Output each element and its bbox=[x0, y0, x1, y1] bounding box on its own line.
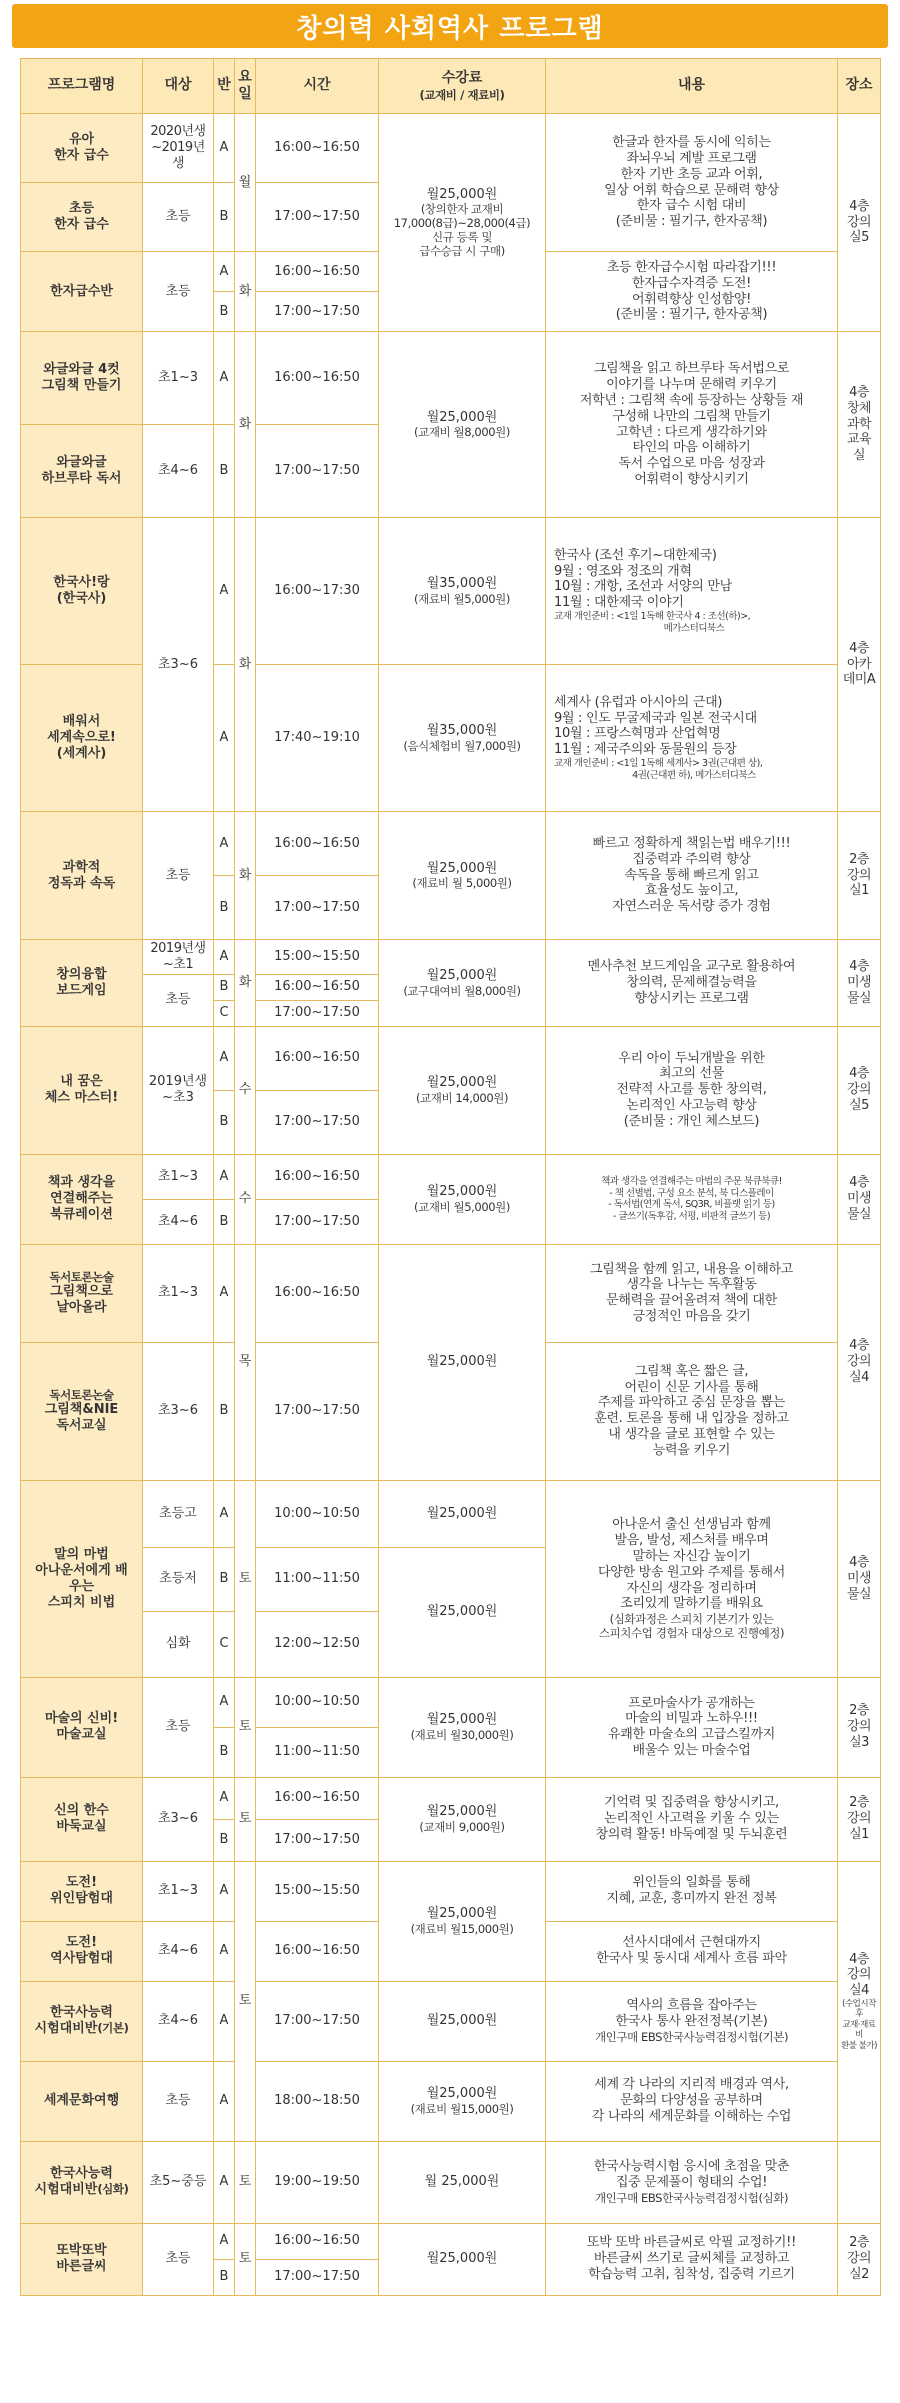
program-desc: 아나운서 출신 선생님과 함께 발음, 발성, 제스처를 배우며 말하는 자신감 높이기 다양한 방송 원고와 주제를 통해서 자신의 생각을 정리하며 조리있게 말하기를 배워요 (심화과정은 스피치 기본기가 있는 스피치수업 경험자 대상으로 진행예정) bbox=[546, 1480, 838, 1677]
program-target: 초1~3 bbox=[143, 332, 214, 425]
program-class: A bbox=[214, 2061, 235, 2141]
table-row bbox=[21, 1677, 881, 1727]
program-target: 초4~6 bbox=[143, 1921, 214, 1981]
program-time: 16:00~16:50 bbox=[256, 812, 379, 876]
program-place: 2층 강의실1 bbox=[838, 1777, 881, 1861]
program-target: 초3~6 bbox=[143, 1342, 214, 1480]
program-time: 17:00~17:50 bbox=[256, 292, 379, 332]
program-time: 16:00~16:50 bbox=[256, 114, 379, 183]
program-day: 화 bbox=[235, 252, 256, 332]
program-name: 한국사능력 시험대비반(기본) bbox=[21, 1981, 143, 2061]
program-day: 목 bbox=[235, 1244, 256, 1480]
program-time: 17:00~17:50 bbox=[256, 1090, 379, 1154]
header-day: 요일 bbox=[235, 59, 256, 114]
program-class: B bbox=[214, 1090, 235, 1154]
program-time: 15:00~15:50 bbox=[256, 940, 379, 975]
header-row bbox=[21, 59, 881, 114]
program-name: 독서토론논술 그림책으로 날아올라 bbox=[21, 1244, 143, 1342]
program-name: 초등 한자 급수 bbox=[21, 183, 143, 252]
program-place: 4층 아카데미A bbox=[838, 518, 881, 812]
program-desc: 한국사 (조선 후기~대한제국) 9월 : 영조와 정조의 개혁 10월 : 개항, 조선과 서양의 만남 11월 : 대한제국 이야기 교재 개인준비 : <1일 1독해 한국사 4 : 조선(하)>, 메가스터디북스 bbox=[546, 518, 838, 665]
program-name: 와글와글 하브루타 독서 bbox=[21, 425, 143, 518]
header-name: 프로그램명 bbox=[21, 59, 143, 114]
program-class: C bbox=[214, 1000, 235, 1026]
program-day: 수 bbox=[235, 1026, 256, 1154]
program-fee: 월25,000원 (교재비 월5,000원) bbox=[379, 1154, 546, 1244]
program-name: 내 꿈은 체스 마스터! bbox=[21, 1026, 143, 1154]
program-name: 도전! 위인탐험대 bbox=[21, 1861, 143, 1921]
table-row bbox=[21, 812, 881, 876]
table-row bbox=[21, 518, 881, 665]
program-name: 한국사!랑 (한국사) bbox=[21, 518, 143, 665]
program-target: 초1~3 bbox=[143, 1154, 214, 1199]
program-place: 4층 강의실4 (수업시작 후 교재·재료비 환불 불가) bbox=[838, 1861, 881, 2141]
program-class: A bbox=[214, 2223, 235, 2259]
table-row bbox=[21, 114, 881, 183]
program-fee: 월25,000원 bbox=[379, 1547, 546, 1677]
program-class: A bbox=[214, 1777, 235, 1819]
program-day: 화 bbox=[235, 812, 256, 940]
program-target: 초등 bbox=[143, 974, 214, 1026]
program-name: 한자급수반 bbox=[21, 252, 143, 332]
program-fee: 월25,000원 bbox=[379, 1480, 546, 1547]
program-place: 2층 강의실3 bbox=[838, 1677, 881, 1777]
table-row bbox=[21, 1026, 881, 1090]
program-desc: 빠르고 정확하게 책읽는법 배우기!!! 집중력과 주의력 향상 속독을 통해 빠르게 읽고 효율성도 높이고, 자연스러운 독서량 증가 경험 bbox=[546, 812, 838, 940]
program-name: 마술의 신비! 마술교실 bbox=[21, 1677, 143, 1777]
program-class: A bbox=[214, 812, 235, 876]
program-fee: 월25,000원 (창의한자 교재비 17,000(8급)~28,000(4급) 신규 등록 및 급수승급 시 구매) bbox=[379, 114, 546, 332]
program-place: 4층 미생물실 bbox=[838, 1480, 881, 1677]
program-desc: 프로마술사가 공개하는 마술의 비밀과 노하우!!! 유쾌한 마술쇼의 고급스킬까지 배울수 있는 마술수업 bbox=[546, 1677, 838, 1777]
program-place: 2층 강의실2 bbox=[838, 2223, 881, 2295]
program-fee: 월25,000원 (재료비 월15,000원) bbox=[379, 2061, 546, 2141]
program-class: B bbox=[214, 1342, 235, 1480]
program-name: 또박또박 바른글씨 bbox=[21, 2223, 143, 2295]
program-place: 4층 미생물실 bbox=[838, 940, 881, 1027]
program-name: 도전! 역사탐험대 bbox=[21, 1921, 143, 1981]
table-row bbox=[21, 1244, 881, 1342]
program-name: 창의융합 보드게임 bbox=[21, 940, 143, 1027]
program-class: B bbox=[214, 1727, 235, 1777]
program-name: 책과 생각을 연결해주는 북큐레이션 bbox=[21, 1154, 143, 1244]
program-target: 초등 bbox=[143, 2061, 214, 2141]
program-target: 초4~6 bbox=[143, 1199, 214, 1244]
program-target: 초등 bbox=[143, 1677, 214, 1777]
program-target: 초1~3 bbox=[143, 1861, 214, 1921]
program-time: 16:00~16:50 bbox=[256, 974, 379, 1000]
program-class: A bbox=[214, 1026, 235, 1090]
program-fee: 월 25,000원 bbox=[379, 2141, 546, 2223]
program-class: A bbox=[214, 1677, 235, 1727]
program-class: A bbox=[214, 1921, 235, 1981]
program-day: 화 bbox=[235, 332, 256, 518]
program-class: A bbox=[214, 1480, 235, 1547]
program-target: 초등 bbox=[143, 812, 214, 940]
program-fee: 월35,000원 (음식체험비 월7,000원) bbox=[379, 665, 546, 812]
table-row bbox=[21, 2061, 881, 2141]
program-class: B bbox=[214, 1199, 235, 1244]
program-desc: 멘사추천 보드게임을 교구로 활용하여 창의력, 문제해결능력을 향상시키는 프로그램 bbox=[546, 940, 838, 1027]
program-desc: 선사시대에서 근현대까지 한국사 및 동시대 세계사 흐름 파악 bbox=[546, 1921, 838, 1981]
program-fee: 월25,000원 (재료비 월 5,000원) bbox=[379, 812, 546, 940]
program-time: 16:00~16:50 bbox=[256, 1244, 379, 1342]
header-place: 장소 bbox=[838, 59, 881, 114]
program-target: 초등고 bbox=[143, 1480, 214, 1547]
program-desc: 한글과 한자를 동시에 익히는 좌뇌우뇌 계발 프로그램 한자 기반 초등 교과 어휘, 일상 어휘 학습으로 문해력 향상 한자 급수 시험 대비 (준비물 : 필기구, 한자공책) bbox=[546, 114, 838, 252]
program-time: 17:00~17:50 bbox=[256, 1981, 379, 2061]
program-fee: 월25,000원 (재료비 월15,000원) bbox=[379, 1861, 546, 1981]
program-time: 16:00~16:50 bbox=[256, 1777, 379, 1819]
program-day: 토 bbox=[235, 2141, 256, 2223]
program-desc: 그림책을 읽고 하브루타 독서법으로 이야기를 나누며 문해력 키우기 저학년 : 그림책 속에 등장하는 상황들 재 구성해 나만의 그림책 만들기 고학년 : 다르게 생각하기와 타인의 마음 이해하기 독서 수업으로 마음 성장과 어휘력이 향상시키기 bbox=[546, 332, 838, 518]
program-desc: 위인들의 일화를 통해 지혜, 교훈, 흥미까지 완전 정복 bbox=[546, 1861, 838, 1921]
program-table bbox=[20, 58, 881, 2296]
table-row bbox=[21, 2223, 881, 2259]
program-place: 4층 강의실5 bbox=[838, 1026, 881, 1154]
program-day: 토 bbox=[235, 1480, 256, 1677]
program-class: B bbox=[214, 974, 235, 1000]
page-title: 창의력 사회역사 프로그램 bbox=[296, 13, 604, 44]
program-place bbox=[838, 2141, 881, 2223]
program-name: 배워서 세계속으로! (세계사) bbox=[21, 665, 143, 812]
table-row bbox=[21, 1480, 881, 1547]
program-day: 토 bbox=[235, 1861, 256, 2141]
program-class: A bbox=[214, 252, 235, 292]
program-desc: 세계 각 나라의 지리적 배경과 역사, 문화의 다양성을 공부하며 각 나라의 세계문화를 이해하는 수업 bbox=[546, 2061, 838, 2141]
program-time: 16:00~16:50 bbox=[256, 1154, 379, 1199]
program-fee: 월25,000원 (교재비 14,000원) bbox=[379, 1026, 546, 1154]
program-time: 17:00~17:50 bbox=[256, 425, 379, 518]
program-desc: 초등 한자급수시험 따라잡기!!! 한자급수자격증 도전! 어휘력향상 인성함양! (준비물 : 필기구, 한자공책) bbox=[546, 252, 838, 332]
program-class: A bbox=[214, 1861, 235, 1921]
program-target: 초3~6 bbox=[143, 1777, 214, 1861]
program-time: 16:00~16:50 bbox=[256, 252, 379, 292]
program-target: 초4~6 bbox=[143, 1981, 214, 2061]
program-day: 화 bbox=[235, 518, 256, 812]
program-class: B bbox=[214, 425, 235, 518]
table-row bbox=[21, 1981, 881, 2061]
program-class: A bbox=[214, 665, 235, 812]
program-desc: 또박 또박 바른글씨로 악필 교정하기!! 바른글씨 쓰기로 글씨체를 교정하고 학습능력 고취, 침착성, 집중력 기르기 bbox=[546, 2223, 838, 2295]
program-fee: 월25,000원 bbox=[379, 1244, 546, 1480]
program-time: 11:00~11:50 bbox=[256, 1547, 379, 1611]
program-time: 18:00~18:50 bbox=[256, 2061, 379, 2141]
program-name: 신의 한수 바둑교실 bbox=[21, 1777, 143, 1861]
program-class: A bbox=[214, 332, 235, 425]
header-content: 내용 bbox=[546, 59, 838, 114]
program-desc: 한국사능력시험 응시에 초점을 맞춘 집중 문제풀이 형태의 수업! 개인구매 EBS한국사능력검정시험(심화) bbox=[546, 2141, 838, 2223]
program-time: 12:00~12:50 bbox=[256, 1611, 379, 1677]
program-target: 2019년생 ~초3 bbox=[143, 1026, 214, 1154]
program-day: 월 bbox=[235, 114, 256, 252]
header-fee: 수강료 (교재비 / 재료비) bbox=[379, 59, 546, 114]
program-class: B bbox=[214, 1819, 235, 1861]
table-row bbox=[21, 1154, 881, 1199]
header-time: 시간 bbox=[256, 59, 379, 114]
program-time: 10:00~10:50 bbox=[256, 1480, 379, 1547]
program-name: 말의 마법 아나운서에게 배 우는 스피치 비법 bbox=[21, 1480, 143, 1677]
program-day: 수 bbox=[235, 1154, 256, 1244]
program-fee: 월25,000원 (교재비 월8,000원) bbox=[379, 332, 546, 518]
program-time: 15:00~15:50 bbox=[256, 1861, 379, 1921]
program-day: 토 bbox=[235, 2223, 256, 2295]
program-class: A bbox=[214, 1154, 235, 1199]
header-class: 반 bbox=[214, 59, 235, 114]
table-row bbox=[21, 332, 881, 425]
program-name: 세계문화여행 bbox=[21, 2061, 143, 2141]
program-target: 초4~6 bbox=[143, 425, 214, 518]
program-place: 4층 강의실5 bbox=[838, 114, 881, 332]
program-target: 초등 bbox=[143, 2223, 214, 2295]
program-target: 초5~중등 bbox=[143, 2141, 214, 2223]
program-class: C bbox=[214, 1611, 235, 1677]
program-time: 17:00~17:50 bbox=[256, 876, 379, 940]
program-desc: 역사의 흐름을 잡아주는 한국사 통사 완전정복(기본) 개인구매 EBS한국사능력검정시험(기본) bbox=[546, 1981, 838, 2061]
program-target: 2019년생~초1 bbox=[143, 940, 214, 975]
program-class: B bbox=[214, 292, 235, 332]
program-day: 토 bbox=[235, 1677, 256, 1777]
program-time: 16:00~16:50 bbox=[256, 332, 379, 425]
program-time: 17:00~17:50 bbox=[256, 2259, 379, 2295]
program-fee: 월35,000원 (재료비 월5,000원) bbox=[379, 518, 546, 665]
program-class: A bbox=[214, 1981, 235, 2061]
program-class: A bbox=[214, 2141, 235, 2223]
program-time: 17:00~17:50 bbox=[256, 183, 379, 252]
program-time: 17:00~17:50 bbox=[256, 1342, 379, 1480]
program-class: A bbox=[214, 518, 235, 665]
program-place: 4층 창체과학 교육실 bbox=[838, 332, 881, 518]
program-name: 과학적 정독과 속독 bbox=[21, 812, 143, 940]
program-fee: 월25,000원 (교구대여비 월8,000원) bbox=[379, 940, 546, 1027]
program-target: 2020년생 ~2019년생 bbox=[143, 114, 214, 183]
program-fee: 월25,000원 (교재비 9,000원) bbox=[379, 1777, 546, 1861]
program-day: 토 bbox=[235, 1777, 256, 1861]
table-row bbox=[21, 1861, 881, 1921]
program-class: A bbox=[214, 940, 235, 975]
program-desc: 기억력 및 집중력을 향상시키고, 논리적인 사고력을 키울 수 있는 창의력 활동! 바둑예절 및 두뇌훈련 bbox=[546, 1777, 838, 1861]
program-place: 4층 미생물실 bbox=[838, 1154, 881, 1244]
program-name: 독서토론논술 그림책&NIE 독서교실 bbox=[21, 1342, 143, 1480]
program-time: 10:00~10:50 bbox=[256, 1677, 379, 1727]
program-day: 화 bbox=[235, 940, 256, 1027]
program-time: 17:00~17:50 bbox=[256, 1819, 379, 1861]
program-fee: 월25,000원 (재료비 월30,000원) bbox=[379, 1677, 546, 1777]
program-desc: 책과 생각을 연결해주는 마법의 주문 북큐북큐! - 책 선별법, 구성 요소 분석, 북 디스플레이 - 독서법(연계 독서, SQ3R, 비플랫 읽기 등) - 글쓰기(독후감, 서평, 비판적 글쓰기 등) bbox=[546, 1154, 838, 1244]
program-class: B bbox=[214, 183, 235, 252]
program-place: 4층 강의실4 bbox=[838, 1244, 881, 1480]
program-fee: 월25,000원 bbox=[379, 1981, 546, 2061]
table-row bbox=[21, 940, 881, 975]
program-target: 초등 bbox=[143, 252, 214, 332]
program-target: 초등 bbox=[143, 183, 214, 252]
program-time: 16:00~16:50 bbox=[256, 2223, 379, 2259]
program-time: 19:00~19:50 bbox=[256, 2141, 379, 2223]
program-place: 2층 강의실1 bbox=[838, 812, 881, 940]
title-banner bbox=[12, 4, 888, 48]
program-name: 한국사능력 시험대비반(심화) bbox=[21, 2141, 143, 2223]
program-target: 초등저 bbox=[143, 1547, 214, 1611]
program-class: B bbox=[214, 1547, 235, 1611]
program-time: 16:00~16:50 bbox=[256, 1026, 379, 1090]
program-class: A bbox=[214, 114, 235, 183]
program-desc: 그림책을 함께 읽고, 내용을 이해하고 생각을 나누는 독후활동 문해력을 끌어올려져 책에 대한 긍정적인 마음을 갖기 bbox=[546, 1244, 838, 1342]
table-row bbox=[21, 1777, 881, 1819]
program-fee: 월25,000원 bbox=[379, 2223, 546, 2295]
program-desc: 세계사 (유럽과 아시아의 근대) 9월 : 인도 무굴제국과 일본 전국시대 10월 : 프랑스혁명과 산업혁명 11월 : 제국주의와 동물원의 등장 교재 개인준비 : <1일 1독해 세계사> 3권(근대편 상), 4권(근대편 하), 메가스터디북스 bbox=[546, 665, 838, 812]
table-row bbox=[21, 2141, 881, 2223]
program-desc: 우리 아이 두뇌개발을 위한 최고의 선물 전략적 사고를 통한 창의력, 논리적인 사고능력 향상 (준비물 : 개인 체스보드) bbox=[546, 1026, 838, 1154]
program-time: 11:00~11:50 bbox=[256, 1727, 379, 1777]
program-name: 유아 한자 급수 bbox=[21, 114, 143, 183]
program-time: 16:00~16:50 bbox=[256, 1921, 379, 1981]
program-name: 와글와글 4컷 그림책 만들기 bbox=[21, 332, 143, 425]
program-time: 17:00~17:50 bbox=[256, 1199, 379, 1244]
program-class: B bbox=[214, 2259, 235, 2295]
program-time: 17:40~19:10 bbox=[256, 665, 379, 812]
program-time: 16:00~17:30 bbox=[256, 518, 379, 665]
program-target: 초3~6 bbox=[143, 518, 214, 812]
program-class: B bbox=[214, 876, 235, 940]
program-class: A bbox=[214, 1244, 235, 1342]
program-time: 17:00~17:50 bbox=[256, 1000, 379, 1026]
program-target: 심화 bbox=[143, 1611, 214, 1677]
program-desc: 그림책 혹은 짧은 글, 어린이 신문 기사를 통해 주제를 파악하고 중심 문장을 뽑는 훈련. 토론을 통해 내 입장을 정하고 내 생각을 글로 표현할 수 있는 능력을 키우기 bbox=[546, 1342, 838, 1480]
program-target: 초1~3 bbox=[143, 1244, 214, 1342]
header-target: 대상 bbox=[143, 59, 214, 114]
